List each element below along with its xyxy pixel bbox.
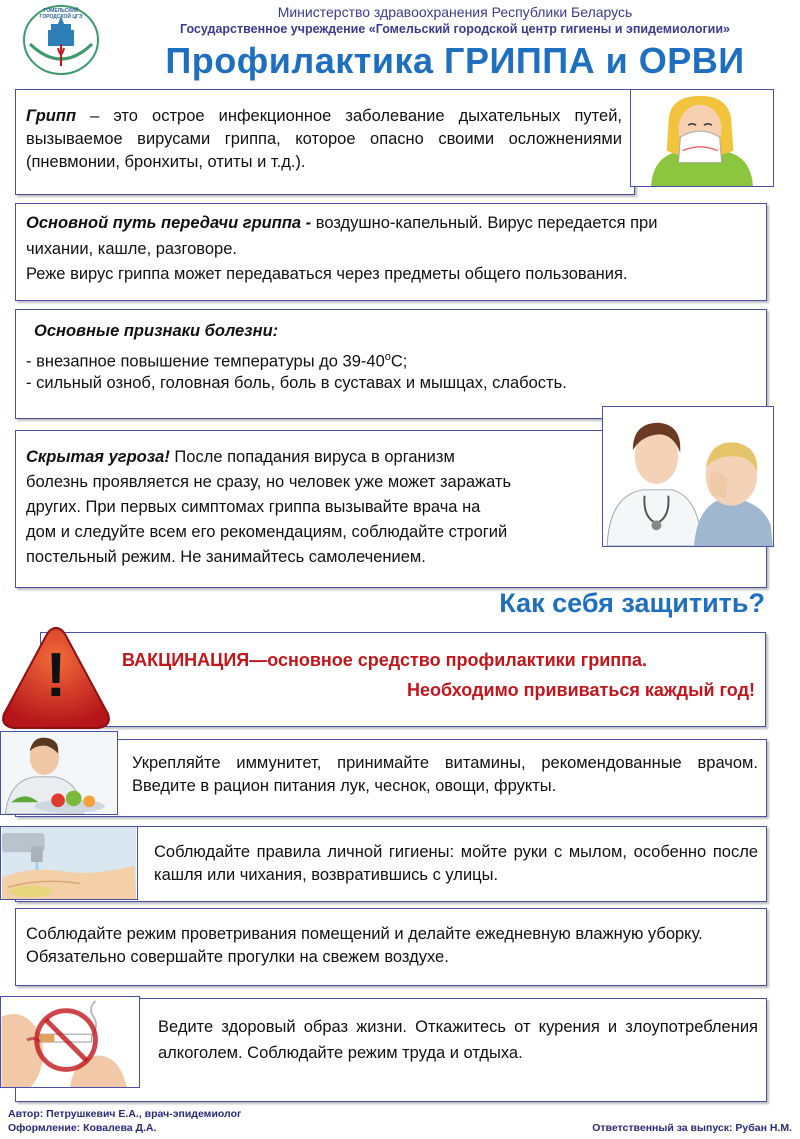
flu-definition-text (26, 105, 622, 174)
symptom-chills: - сильный озноб, головная боль, боль в суставах и мышцах, слабость. (26, 374, 567, 392)
threat-term: Скрытая угроза! (26, 448, 170, 466)
symptom-fever-unit: С; (390, 352, 408, 371)
footer-author: Автор: Петрушкевич Е.А., врач-эпидемиолог (8, 1108, 242, 1120)
threat-line-1 (26, 446, 606, 469)
lifestyle-tip-text: Ведите здоровый образ жизни. Откажитесь от курения и злоупотребления алкоголем. Соблюдайте режим труда и отдыха. (158, 1018, 758, 1062)
sneezing-woman-illustration (630, 89, 774, 187)
warning-exclamation: ! (45, 641, 67, 710)
immunity-tip-text: Укрепляйте иммунитет, принимайте витамины, рекомендованные врачом. Введите в рацион питания лук, чеснок, овощи, фрукты. (132, 754, 758, 795)
page-title: Профилактика ГРИППА и ОРВИ (165, 40, 745, 81)
logo-text: ГОМЕЛЬСКИЙ ГОРОДСКОЙ ЦГЭ (39, 8, 83, 20)
footer-design: Оформление: Ковалева Д.А. (8, 1122, 157, 1134)
threat-line-3: других. При первых симптомах гриппа вызывайте врача на (26, 498, 481, 516)
threat-line-5: постельный режим. Не занимайтесь самолечением. (26, 548, 426, 566)
transmission-line-1 (26, 212, 761, 235)
symptom-fever (26, 346, 761, 374)
transmission-line-2: чихании, кашле, разговоре. (26, 240, 237, 258)
ventilation-tip-text: Соблюдайте режим проветривания помещений и делайте ежедневную влажную уборку. Обязательно совершайте прогулки на свежем воздухе. (26, 925, 703, 966)
transmission-line-3: Реже вирус гриппа может передаваться через предметы общего пользования. (26, 265, 628, 283)
footer-responsible: Ответственный за выпуск: Рубан Н.М. (592, 1122, 792, 1134)
ministry-name: Министерство здравоохранения Республики Беларусь (277, 4, 633, 20)
doctor-patient-illustration (602, 406, 774, 547)
symptom-fever-text: - внезапное повышение температуры до 39-40 (26, 352, 385, 371)
institution-name: Государственное учреждение «Гомельский городской центр гигиены и эпидемиологии» (180, 22, 730, 36)
threat-line-2: болезнь проявляется не сразу, но человек уже может заражать (26, 473, 512, 491)
vaccination-yearly-text: Необходимо прививаться каждый год! (407, 680, 755, 700)
threat-intro: После попадания вируса в организм (169, 448, 455, 466)
no-smoking-illustration (0, 996, 140, 1088)
protection-subtitle: Как себя защитить? (499, 588, 765, 618)
handwashing-illustration (0, 826, 138, 900)
flu-description: – это острое инфекционное заболевание дыхательных путей, вызываемое вирусами гриппа, которое опасно своими осложнениями (пневмонии, бронхиты, отиты и т.д.). (26, 107, 622, 171)
healthy-eating-illustration (0, 731, 118, 815)
flu-term: Грипп (26, 107, 77, 125)
symptoms-title: Основные признаки болезни: (34, 322, 279, 340)
threat-line-4: дом и следуйте всем его рекомендациям, соблюдайте строгий (26, 523, 508, 541)
vaccination-main-text: ВАКЦИНАЦИЯ—основное средство профилактики гриппа. (122, 650, 648, 670)
transmission-route: воздушно-капельный. Вирус передается при (311, 214, 658, 232)
hygiene-tip-text: Соблюдайте правила личной гигиены: мойте руки с мылом, особенно после кашля или чихания, возвратившись с улицы. (154, 843, 758, 884)
degree-sign: о (384, 351, 391, 363)
transmission-term: Основной путь передачи гриппа - (26, 214, 312, 232)
